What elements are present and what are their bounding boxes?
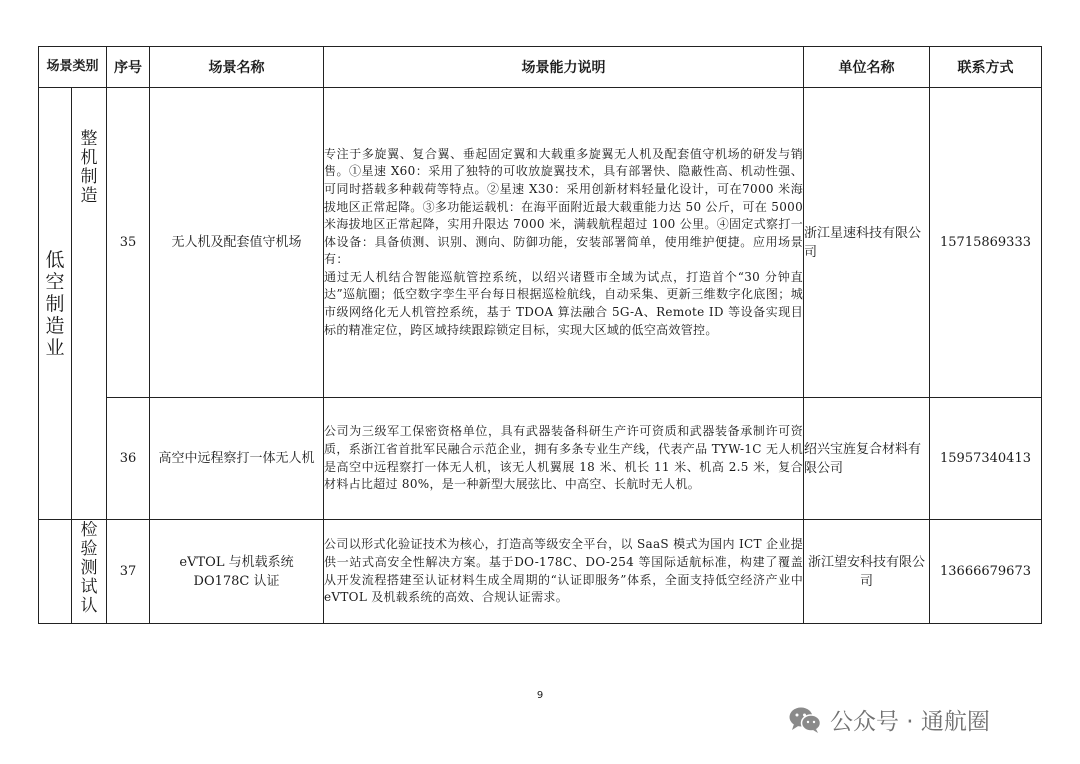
contact-phone: 15715869333 xyxy=(930,88,1042,398)
header-row xyxy=(39,47,1042,88)
capability-description: 公司为三级军工保密资格单位，具有武器装备科研生产许可资质和武器装备承制许可资质，系浙江省首批军民融合示范企业，拥有多条专业生产线，代表产品 TYW-1C 无人机是高空中远程察打一体无人机，该无人机翼展 18 米、机长 11 米、机高 2.5 米，复合材料占比超过 80%，是一种新型大展弦比、中高空、长航时无人机。 xyxy=(324,398,804,520)
table-row xyxy=(39,88,1042,398)
header-unit: 单位名称 xyxy=(804,47,930,88)
scenario-table xyxy=(38,46,1042,624)
header-category: 场景类别 xyxy=(39,47,107,88)
scene-name: 无人机及配套值守机场 xyxy=(150,88,324,398)
scene-name: eVTOL 与机载系统 DO178C 认证 xyxy=(150,520,324,624)
scene-name: 高空中远程察打一体无人机 xyxy=(150,398,324,520)
watermark xyxy=(788,703,990,736)
category-level1-empty xyxy=(39,520,72,624)
row-index: 37 xyxy=(107,520,150,624)
unit-name: 浙江星速科技有限公司 xyxy=(804,88,930,398)
capability-description xyxy=(324,88,804,398)
row-index: 36 xyxy=(107,398,150,520)
row-index: 35 xyxy=(107,88,150,398)
table-row xyxy=(39,520,1042,624)
category-level2: 整机制造 xyxy=(72,88,107,520)
capability-text: 专注于多旋翼、复合翼、垂起固定翼和大载重多旋翼无人机及配套值守机场的研发与销售。①星速 X60：采用了独特的可收放旋翼技术，具有部署快、隐蔽性高、机动性强、可同时搭载多种载荷等特点。②星速 X30：采用创新材料轻量化设计，可在7000 米海拔地区正常起降。③多功能运载机：在海平面附近最大载重能力达 50 公斤，可在 5000 米海拔地区正常起降，实用升限达 7000 米，满载航程超过 100 公里。④固定式察打一体设备：具备侦测、识别、测向、防御功能，安装部署简单，使用维护便捷。应用场景有： xyxy=(324,146,804,267)
capability-text-extra: 通过无人机结合智能巡航管控系统，以绍兴诸暨市全域为试点，打造首个“30 分钟直达”巡航圈；低空数字孪生平台每日根据巡检航线，自动采集、更新三维数字化底图；城市级网络化无人机管控系统，基于 TDOA 算法融合 5G-A、Remote ID 等设备实现目标的精准定位，跨区域持续跟踪锁定目标，实现大区域的低空高效管控。 xyxy=(324,269,804,337)
watermark-text: 公众号 · 通航圈 xyxy=(830,709,990,735)
header-capability: 场景能力说明 xyxy=(324,47,804,88)
contact-phone: 13666679673 xyxy=(930,520,1042,624)
category-level1: 低空制造业 xyxy=(39,88,72,520)
header-contact: 联系方式 xyxy=(930,47,1042,88)
wechat-icon xyxy=(788,706,822,734)
contact-phone: 15957340413 xyxy=(930,398,1042,520)
page-number: 9 xyxy=(536,690,544,701)
unit-name: 浙江望安科技有限公司 xyxy=(804,520,930,624)
header-index: 序号 xyxy=(107,47,150,88)
table-row xyxy=(39,398,1042,520)
category-level2: 检验测试认 xyxy=(72,520,107,624)
header-scene-name: 场景名称 xyxy=(150,47,324,88)
capability-description: 公司以形式化验证技术为核心，打造高等级安全平台，以 SaaS 模式为国内 ICT 企业提供一站式高安全性解决方案。基于DO-178C、DO-254 等国际适航标准，构建了覆盖从开发流程搭建至认证材料生成全周期的“认证即服务”体系，全面支持低空经济产业中 eVTOL 及机载系统的高效、合规认证需求。 xyxy=(324,520,804,624)
unit-name: 绍兴宝旌复合材料有限公司 xyxy=(804,398,930,520)
